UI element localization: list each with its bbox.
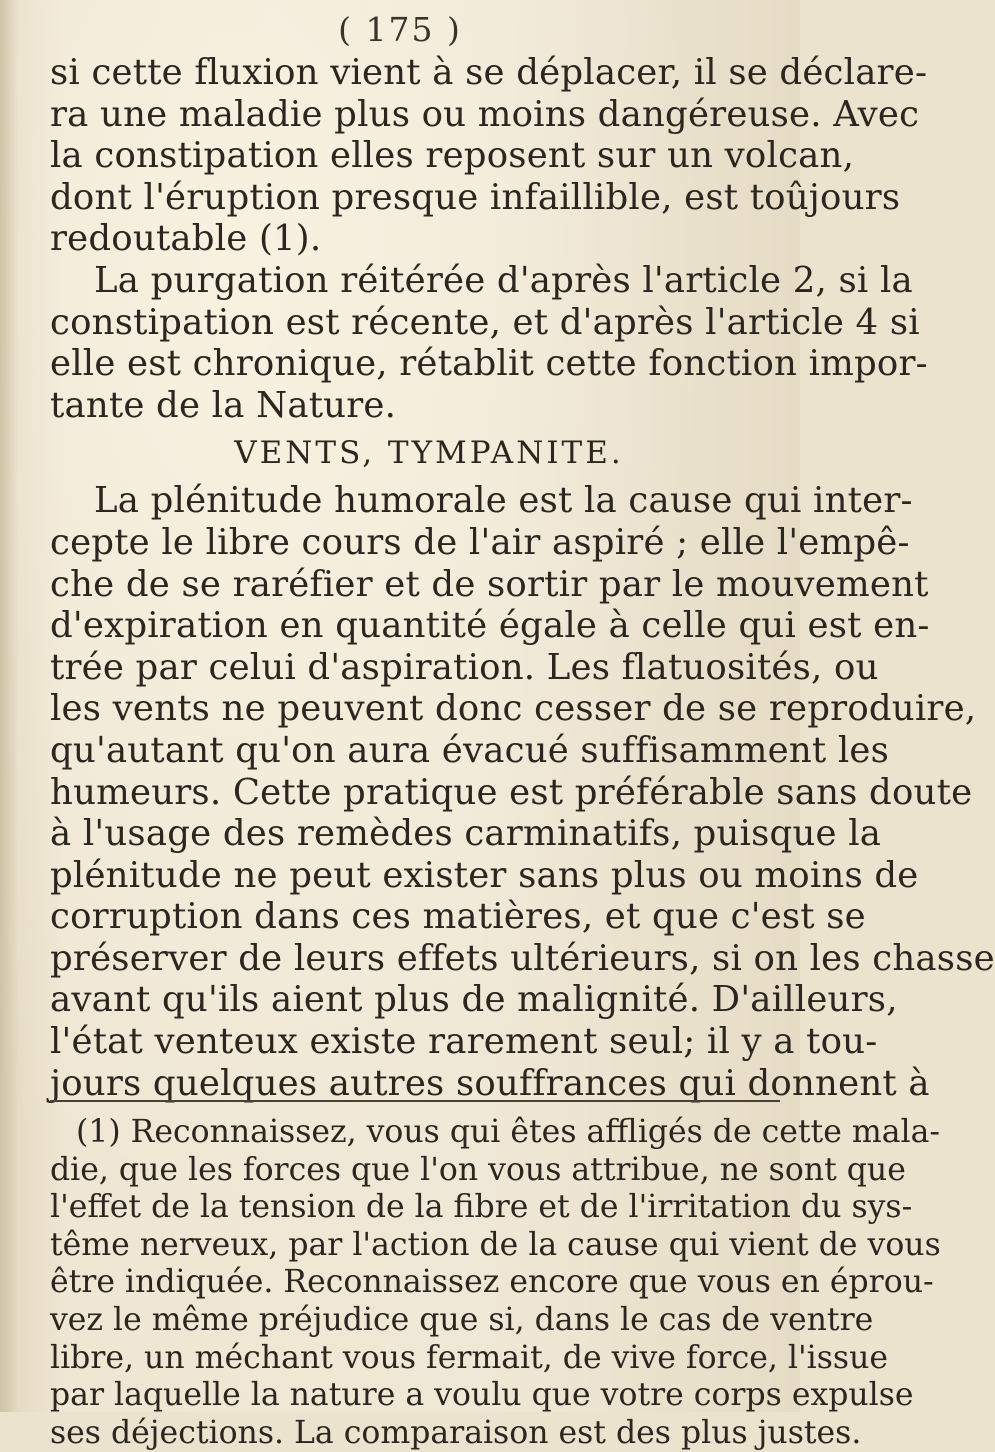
text-line: constipation est récente, et d'après l'article 4 si (50, 301, 920, 343)
text-line: che de se raréfier et de sortir par le mouvement (50, 563, 929, 605)
footnote-line: die, que les forces que l'on vous attribue, ne sont que (50, 1151, 906, 1188)
text-line: humeurs. Cette pratique est préférable sans doute (50, 771, 973, 813)
section-heading: VENTS, TYMPANITE. (234, 435, 624, 472)
footnote-line: l'effet de la tension de la fibre et de l'irritation du sys- (50, 1189, 913, 1226)
page-gutter (0, 0, 18, 1412)
text-line: à l'usage des remèdes carminatifs, puisque la (50, 813, 882, 855)
text-line: dont l'éruption presque infaillible, est toûjours (50, 176, 901, 218)
text-line: La purgation réitérée d'après l'article 2, si la (94, 259, 913, 301)
text-line: préserver de leurs effets ultérieurs, si on les chasse (50, 937, 995, 979)
footnote (50, 1114, 941, 1452)
text-line: les vents ne peuvent donc cesser de se reproduire, (50, 688, 977, 730)
text-line: jours quelques autres souffrances qui donnent à (50, 1062, 930, 1104)
text-line: la constipation elles reposent sur un volcan, (50, 135, 855, 177)
main-text (50, 52, 995, 1104)
footnote-line: ses déjections. La comparaison est des plus justes. (50, 1414, 862, 1451)
text-line: avant qu'ils aient plus de malignité. D'ailleurs, (50, 979, 898, 1021)
text-line: corruption dans ces matières, et que c'est se (50, 896, 866, 938)
text-line: redoutable (1). (50, 218, 322, 260)
footnote-line: être indiquée. Reconnaissez encore que vous en éprou- (50, 1264, 934, 1301)
page-number: ( 175 ) (338, 10, 462, 49)
text-line: ra une maladie plus ou moins dangéreuse. Avec (50, 93, 920, 135)
footnote-line: libre, un méchant vous fermait, de vive force, l'issue (50, 1339, 888, 1376)
text-line: plénitude ne peut exister sans plus ou moins de (50, 854, 919, 896)
text-line: qu'autant qu'on aura évacué suffisamment les (50, 729, 890, 771)
text-line: l'état venteux existe rarement seul; il y a tou- (50, 1021, 878, 1063)
text-line: cepte le libre cours de l'air aspiré ; elle l'empê- (50, 521, 910, 563)
footnote-line: tême nerveux, par l'action de la cause qui vient de vous (50, 1226, 941, 1263)
text-line: tante de la Nature. (50, 384, 397, 426)
text-line: si cette fluxion vient à se déplacer, il se déclare- (50, 52, 928, 93)
text-line: trée par celui d'aspiration. Les flatuosités, ou (50, 646, 879, 688)
text-line: elle est chronique, rétablit cette fonction impor- (50, 343, 928, 385)
footnote-line: par laquelle la nature a voulu que votre corps expulse (50, 1377, 914, 1414)
text-line: La plénitude humorale est la cause qui inter- (94, 480, 913, 522)
text-line: d'expiration en quantité égale à celle qui est en- (50, 605, 930, 647)
footnote-line: vez le même préjudice que si, dans le cas de ventre (50, 1301, 874, 1338)
footnote-line: (1) Reconnaissez, vous qui êtes affligés de cette mala- (76, 1114, 941, 1150)
footnote-divider (50, 1100, 780, 1102)
